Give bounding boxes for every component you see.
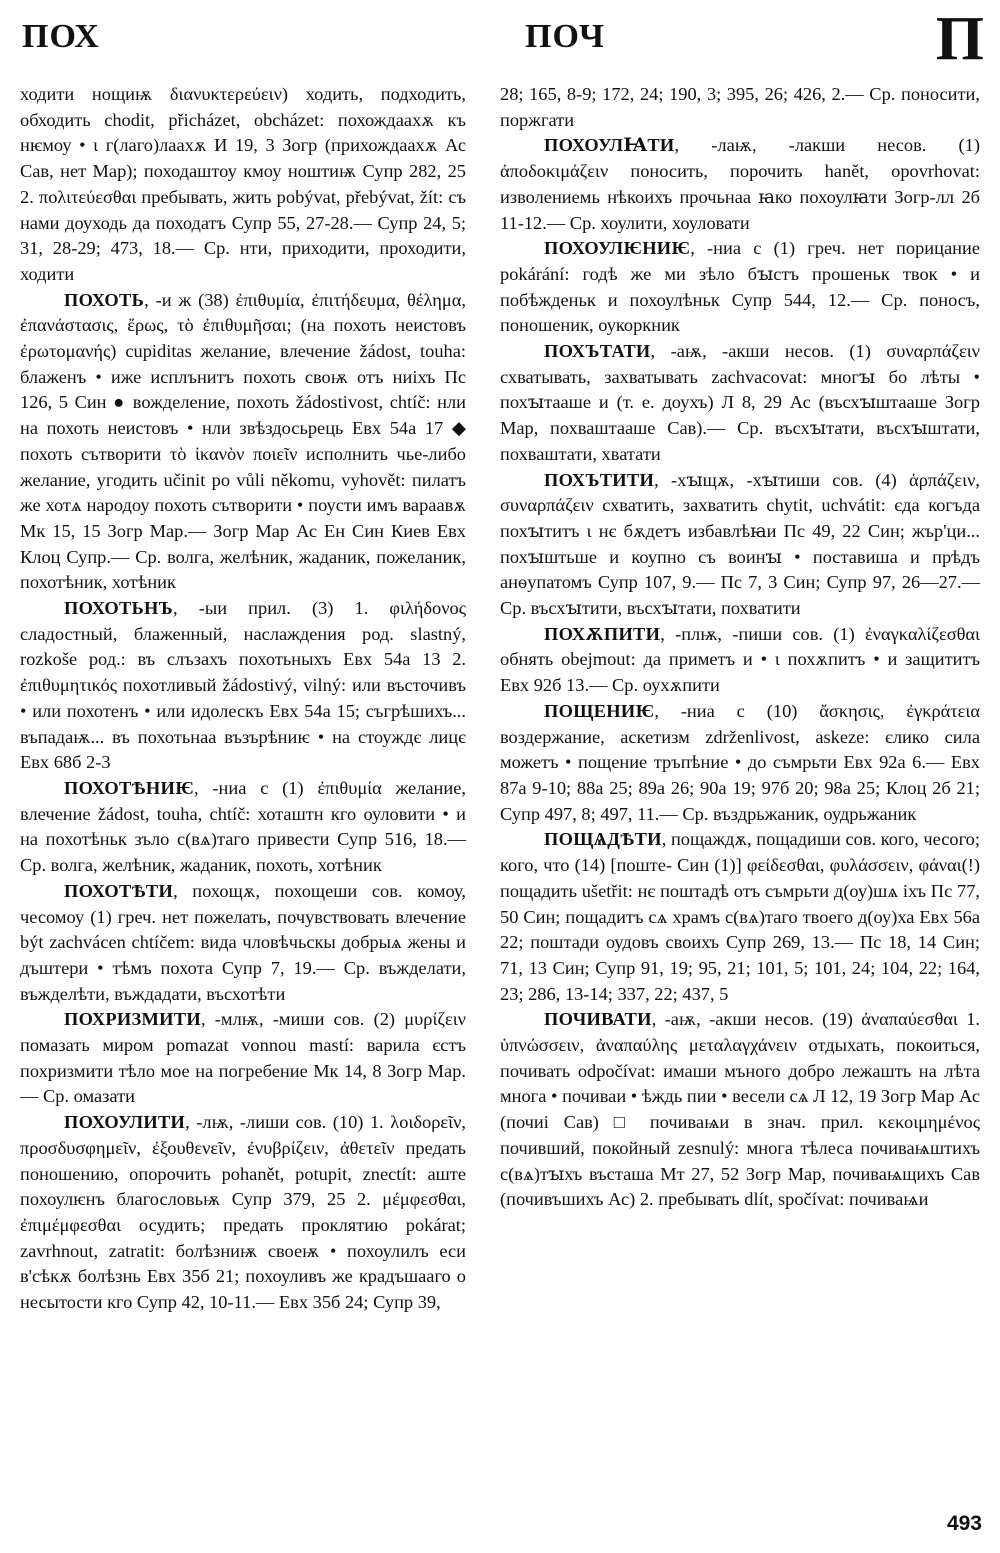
entry-headword: ПОЧИВАТИ <box>544 1009 652 1030</box>
dictionary-entry <box>20 596 466 776</box>
entry-text: , -и ж (38) ἐπιθυμία, ἐπιτήδευμα, θέλημα, ἐπανάστασις, ἔρως, τὸ ἐπιθυμῆσαι; (на похоть неистовъ ἐρωτομανής) cupiditas желание, влечение žádost, touha: блаженъ • иже исплънитъ похоть своѭ отъ ниіхъ Пс 126, 5 Син ● вожделение, похоть žádostivost, chtíč: нли на похоть неистовъ • нли звѣздосьрець Евх 54а 17 ◆ похоть сътворити τὸ ἱκανὸν ποιεῖν исполнить чье-либо желание, угодить učinit po vůli někomu, vyhovět: пилатъ же хотѧ народоу похоть сътворити • поусти имъ вараавѫ Мк 15, 15 Зогр Мар.— Зогр Мар Ас Ен Син Киев Евх Клоц Супр.— Ср. волга, желѣник, жаданик, пожеланик, похотѣник, хотѣник <box>20 289 466 593</box>
dictionary-entry <box>20 879 466 1008</box>
entry-headword: ПОХРИЗМИТИ <box>64 1009 201 1030</box>
dictionary-entry <box>500 339 980 468</box>
dictionary-entry <box>500 622 980 699</box>
entry-text: , -хꙑщѫ, -хꙑтиши сов. (4) ἁρπάζειν, συναρπάζειν схватить, захватить chytit, uchvátit: єда когъда похꙑтитъ ι нє бѫдетъ избавлѣꙗи Пс 49, 22 Син; жър'ци... похꙑштьше и коупно съ воинꙑ • поставиша и прѣдъ анѳупатомъ Супр 107, 9.— Пс 7, 3 Син; Супр 97, 26—27.— Ср. въсхꙑтити, въсхꙑтати, похватити <box>500 469 980 619</box>
right-column <box>500 82 980 1213</box>
dictionary-entry <box>500 827 980 1007</box>
running-head-middle: ПОЧ <box>525 18 605 55</box>
entry-headword: ПОХОУЛѤНИѤ <box>544 238 691 259</box>
entry-text: , -ниа с (1) греч. нет порицание pokárání: годѣ же ми зѣло бꙑстъ прошеньк твок • и побѣжденьк и похоулѣньк Супр 544, 12.— Ср. поносъ, поношеник, оукоркник <box>500 238 980 336</box>
entry-text: , -лаѭ, -лакши несов. (1) ἀποδοκιμάζειν поносить, порочить hanět, opovrhovat: изволениемь нѣкоихъ прочьнаа ꙗко похоулꙗти Зогр-лл 2б 11-12.— Ср. хоулити, хоуловати <box>500 135 980 233</box>
entry-headword: ПОХОТѢНИѤ <box>64 777 194 798</box>
entry-text: , -плѭ, -пиши сов. (1) ἐναγκαλίζεσθαι обнять obejmout: да приметъ и • ι похѫпитъ • и защититъ Евх 92б 13.— Ср. оухѫпити <box>500 623 980 696</box>
dictionary-entry <box>500 133 980 236</box>
entry-text: , -ыи прил. (3) 1. φιλήδονος сладостный, блаженный, наслаждения род. slastný, rozkoše род.: въ слъзахъ похотьныхъ Евх 54а 13 2. ἐπιθυμητικός похотливый žádostivý, vilný: или въсточивъ • или похотенъ • или идолескъ Евх 54а 15; съгрѣшихъ... въпадаѭ... въ похотьнаа възърѣниѥ • на стоуждє лицє Евх 68б 2-3 <box>20 598 466 773</box>
dictionary-entry <box>500 82 980 133</box>
entry-headword: ПОХЪТИТИ <box>544 469 655 490</box>
entry-text: , -аѭ, -акши несов. (1) συναρπάζειν схватывать, захватывать zachvacovat: многꙑ бо лѣты • похꙑтааше и (т. е. доухъ) Л 8, 29 Ас (въсхꙑштааше Зогр Мар, похваштааше Сав).— Ср. въсхꙑтати, въсхꙑштати, похваштати, хватати <box>500 341 980 464</box>
dictionary-entry <box>20 1007 466 1110</box>
dictionary-entry <box>500 699 980 828</box>
entry-headword: ПОХЪТАТИ <box>544 341 651 362</box>
entry-text: , похощѫ, похощеши сов. комоу, чесомоу (1) греч. нет пожелать, почувствовать влечение být zachvácen chtíčem: вида чловѣчьскы добрыѧ жены и дъштери • тѣмъ похота Супр 7, 19.— Ср. въжделати, въжделѣти, въждадати, въсхотѣти <box>20 880 466 1004</box>
left-column <box>20 82 466 1316</box>
entry-text: , пощаждѫ, пощадиши сов. кого, чесого; кого, что (14) [поште- Син (1)] φείδεσθαι, φυλάσσειν, φάναι(!) пощадить ušetřit: нє поштадѣ отъ съмрьти д(оу)шѧ іхъ Пс 77, 50 Син; пощадитъ сѧ храмъ с(вѧ)таго твоего д(оу)ха Евх 56а 22; поштади оудовъ своихъ Супр 269, 13.— Пс 18, 14 Син; 71, 13 Син; Супр 91, 19; 95, 21; 101, 5; 101, 24; 104, 22; 164, 23; 286, 13-14; 337, 22; 437, 5 <box>500 829 980 1004</box>
entry-headword: ПОХОТѢТИ <box>64 880 174 901</box>
entry-headword: ПОХОТЬНЪ <box>64 598 174 619</box>
entry-headword: ПОХОТЬ <box>64 289 145 310</box>
running-head-left: ПОХ <box>22 18 100 55</box>
dictionary-entry <box>20 1110 466 1316</box>
section-letter: П <box>935 5 984 73</box>
entry-text: , -лѭ, -лиши сов. (10) 1. λοιδορεῖν, προσδυσφημεῖν, ἐξουθενεῖν, ἐνυβρίζειν, ἀθετεῖν предать поношению, опорочить pohanět, potupit, znectít: аште похоулѥнъ благословьѭ Супр 379, 25 2. μέμφεσθαι, ἐπιμέμφεσθαι осудить; предать проклятию pokárat; zavrhnout, zatratit: болѣзниѭ своеѭ • похоулилъ еси в'сѣкѫ болѣзнь Евх 35б 21; похоуливъ же крадъшааго о несытости кго Супр 42, 10-11.— Евх 35б 24; Супр 39, <box>20 1112 466 1313</box>
entry-headword: ПОЩѦДѢТИ <box>544 829 662 850</box>
entry-headword: ПОЩЕНИѤ <box>544 700 655 721</box>
dictionary-entry <box>500 468 980 622</box>
entry-text: ходити нощиѭ διανυκτερεύειν) ходить, подходить, обходить chodit, přicházet, obcházet: похождаахѫ къ нѥмоу • ι г(лаго)лаахѫ И 19, 3 Зогр (прихождаахѫ Ас Сав, нет Мар); походаштоу кмоу ноштиѭ Супр 282, 25 2. πολιτεύεσθαι пребывать, жить pobývat, přebývat, žít: съ нами доуходь да походатъ Супр 55, 27-28.— Супр 24, 5; 31, 28-29; 473, 18.— Ср. нти, приходити, проходити, ходити <box>20 84 466 284</box>
entry-headword: ПОХѪПИТИ <box>544 623 661 644</box>
entry-headword: ПОХОУЛИТИ <box>64 1112 186 1133</box>
dictionary-entry <box>500 1007 980 1213</box>
dictionary-entry <box>20 776 466 879</box>
entry-text: 28; 165, 8-9; 172, 24; 190, 3; 395, 26; 426, 2.— Ср. поносити, поржгати <box>500 84 980 130</box>
page-number: 493 <box>946 1512 982 1535</box>
entry-text: , -аѭ, -акши несов. (19) ἀναπαύεσθαι 1. ὑπνώσσειν, ἀναπαύλης μεταλαγχάνειν отдыхать, покоиться, почивать odpočívat: имаши мъного добро лежашть на лѣта многа • почиваи • ѣждь пии • весели сѧ Л 12, 19 Зогр Мар Ас (почиі Сав) □ почиваѩи в знач. прил. κεκοιμημένος почивший, покойный zesnulý: многа тѣлеса почиваѩштихъ с(вѧ)тꙑхъ въсташа Мт 27, 52 Зогр Мар, почиваѩщихъ Сав (почивъшихъ Ас) 2. пребывать dlít, spočívat: почиваѩи <box>500 1009 980 1210</box>
entry-text: , -ниа с (10) ἄσκησις, ἐγκράτεια воздержание, аскетизм zdrženlivost, askeze: єлико сила можетъ • пощение тръпѣние • до съмрьти Евх 92а 6.— Евх 87а 9-10; 88а 25; 89а 26; 90а 19; 97б 20; 98а 25; Клоц 2б 21; Супр 497, 8; 497, 11.— Ср. въздрьжаник, оудрьжаник <box>500 700 980 824</box>
dictionary-entry <box>20 288 466 596</box>
dictionary-entry <box>500 236 980 339</box>
entry-text: , -ниа с (1) ἐπιθυμία желание, влечение žádost, touha, chtíč: хоташтн кго оуловити • и на похотѣньк зъло с(вѧ)таго привести Супр 516, 18.— Ср. волга, желѣник, жаданик, похоть, хотѣник <box>20 777 466 876</box>
entry-headword: ПОХОУЛꙖТИ <box>544 135 675 156</box>
entry-text: , -млѭ, -миши сов. (2) μυρίζειν помазать миром pomazat vonnou mastí: варила єстъ похризмити тѣло мое на погребение Мк 14, 8 Зогр Мар.— Ср. омазати <box>20 1009 466 1107</box>
dictionary-entry <box>20 82 466 288</box>
